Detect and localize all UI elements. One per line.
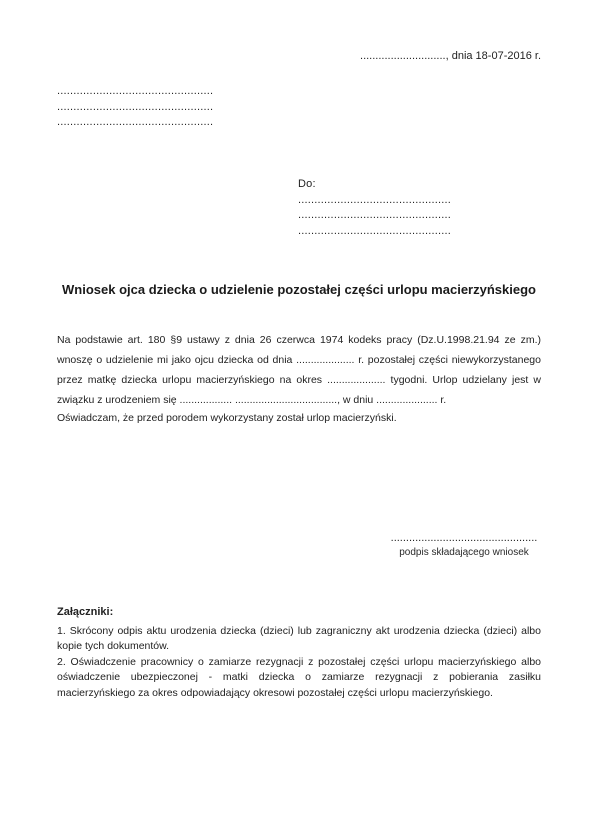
signature-block [385, 533, 543, 560]
document-title: Wniosek ojca dziecka o udzielenie pozostałej części urlopu macierzyńskiego [62, 282, 536, 297]
sender-blank-line: ................................................ [57, 100, 214, 113]
recipient-label: Do: [298, 178, 316, 190]
recipient-block [298, 177, 451, 239]
recipient-blank-line: ............................................... [298, 224, 452, 237]
attachment-item: 2. Oświadczenie pracownicy o zamiarze rezygnacji z pozostałej części urlopu macierzyńskiego albo oświadczenie ubezpieczonej - matki dziecka o zamiarze rezygnacji z pobierania zasiłku macierzyńskiego za okres odpowiadający okresowi pozostałej części urlopu macierzyńskiego. [57, 655, 541, 699]
sender-block [57, 84, 213, 131]
signature-caption: podpis składającego wniosek [399, 547, 529, 558]
declaration-paragraph: Oświadczam, że przed porodem wykorzystany został urlop macierzyński. [57, 412, 397, 424]
signature-blank-line: ................................................ [390, 532, 538, 544]
recipient-blank-line: ............................................... [298, 209, 452, 221]
sender-blank-line: ................................................ [57, 85, 214, 97]
recipient-blank-line: ............................................... [298, 193, 452, 206]
date-line [57, 50, 541, 62]
body-paragraph: Na podstawie art. 180 §9 ustawy z dnia 26 czerwca 1974 kodeks pracy (Dz.U.1998.21.94 ze zm.) wnoszę o udzielenie mi jako ojcu dziecka od dnia .................... r. pozostałej części niewykorzystanego przez matkę dziecka urlopu macierzyńskiego na okres .................... tygodni. Urlop udzielany jest w związku z urodzeniem się .................. ..................................., w dniu ..................... r. [57, 334, 541, 406]
place-blank-dots: ............................ [360, 50, 446, 62]
attachments-heading: Załączniki: [57, 606, 114, 618]
attachment-item: 1. Skrócony odpis aktu urodzenia dziecka (dzieci) lub zagraniczny akt urodzenia dziecka (dzieci) albo kopie tych dokumentów. [57, 624, 541, 652]
date-text: , dnia 18-07-2016 r. [445, 50, 541, 62]
attachments-section [57, 605, 541, 701]
sender-blank-line: ................................................ [57, 116, 214, 128]
